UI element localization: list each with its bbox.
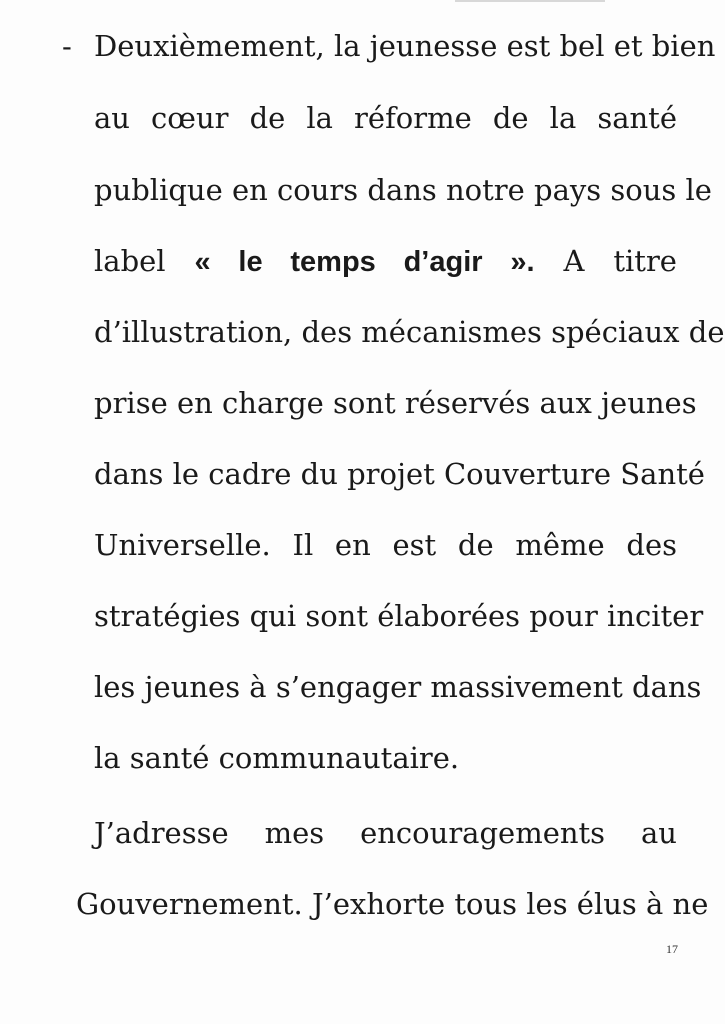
- text-line-2: au cœur de la réforme de la santé: [94, 101, 677, 135]
- text-line-4-suffix: A titre: [534, 244, 677, 278]
- text-line-4-prefix: label: [94, 244, 195, 278]
- text-line-1: Deuxièmement, la jeunesse est bel et bien: [94, 29, 716, 63]
- text-line-4: [94, 243, 677, 280]
- scan-mark: [455, 0, 605, 2]
- text-line-3: publique en cours dans notre pays sous le: [94, 173, 712, 207]
- text-line-11: la santé communautaire.: [94, 741, 460, 775]
- text-line-7: dans le cadre du projet Couverture Santé: [94, 457, 705, 491]
- text-line-5: d’illustration, des mécanismes spéciaux de: [94, 315, 725, 349]
- page-number: 17: [666, 942, 678, 956]
- text-line-9: stratégies qui sont élaborées pour inciter: [94, 599, 704, 633]
- text-line-10: les jeunes à s’engager massivement dans: [94, 670, 702, 704]
- list-dash: -: [62, 29, 72, 63]
- text-line-12: J’adresse mes encouragements au: [94, 816, 677, 850]
- text-line-6: prise en charge sont réservés aux jeunes: [94, 386, 697, 420]
- label-emphasis: « le temps d’agir ».: [194, 246, 535, 278]
- text-line-8: Universelle. Il en est de même des: [94, 528, 677, 562]
- text-line-13: Gouvernement. J’exhorte tous les élus à ne: [76, 887, 709, 921]
